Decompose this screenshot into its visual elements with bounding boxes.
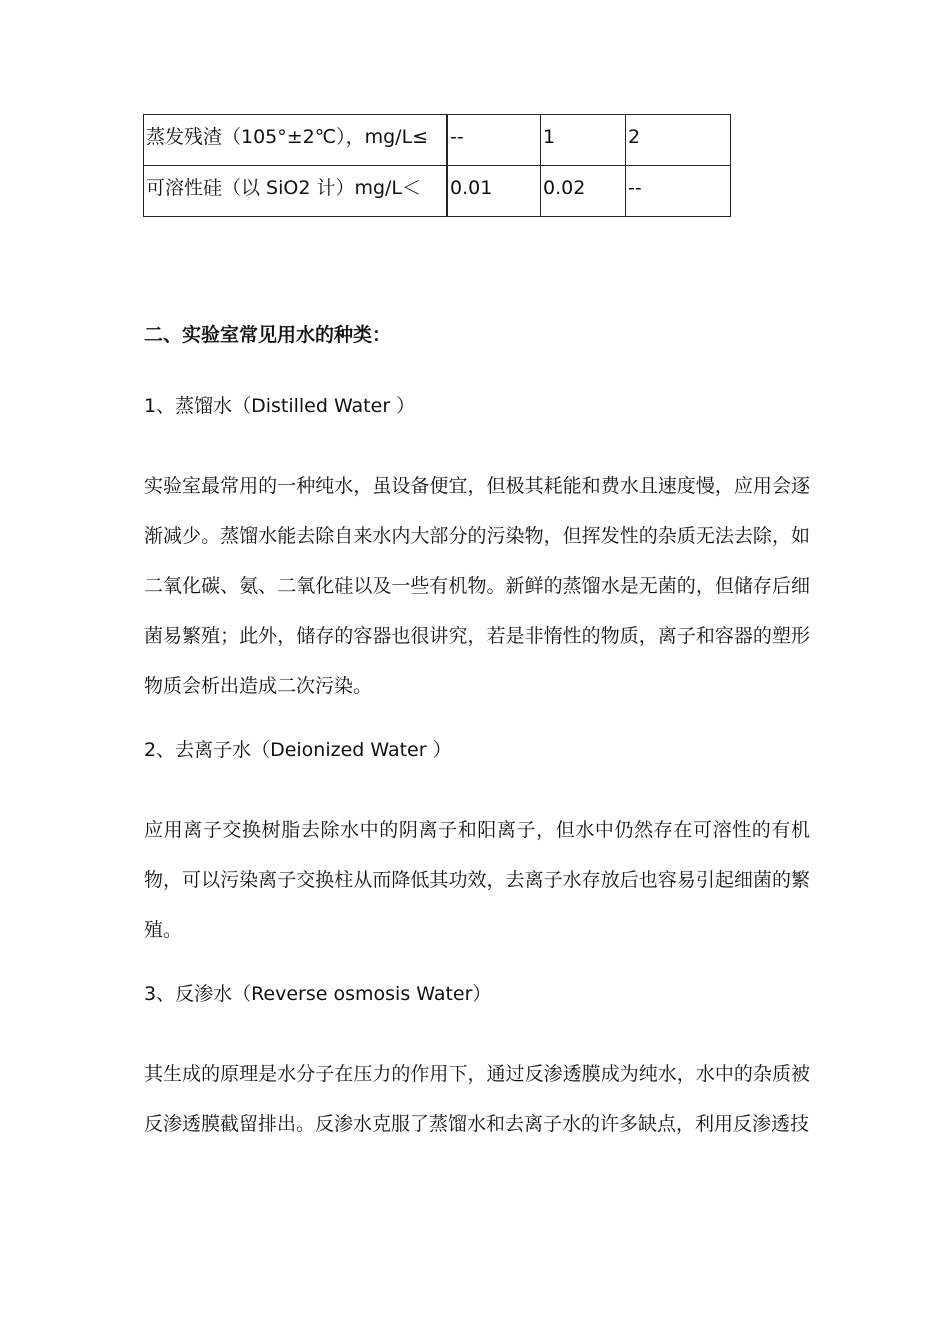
table-cell: 2 (626, 115, 731, 166)
table-cell: 0.01 (447, 166, 541, 217)
table-cell: -- (447, 115, 541, 166)
table-row (144, 166, 731, 217)
item-text-reverse-osmosis-water: 其生成的原理是水分子在压力的作用下，通过反渗透膜成为纯水，水中的杂质被反渗透膜截留排出。反渗水克服了蒸馏水和去离子水的许多缺点，利用反渗透技 (144, 1063, 810, 1135)
table-cell: -- (626, 166, 731, 217)
table-row (144, 115, 731, 166)
table-cell: 可溶性硅（以 SiO2 计）mg/L＜ (144, 166, 448, 217)
table-cell: 蒸发残渣（105°±2℃），mg/L≤ (144, 115, 448, 166)
item-title-deionized-water: 2、去离子水（Deionized Water ） (144, 739, 452, 761)
section-heading: 二、实验室常见用水的种类： (144, 324, 392, 346)
table-cell: 0.02 (541, 166, 626, 217)
item-text-deionized-water: 应用离子交换树脂去除水中的阴离子和阳离子，但水中仍然存在可溶性的有机物，可以污染离子交换柱从而降低其功效，去离子水存放后也容易引起细菌的繁殖。 (144, 819, 810, 941)
item-title-distilled-water: 1、蒸馏水（Distilled Water ） (144, 395, 416, 417)
item-title-reverse-osmosis-water: 3、反渗水（Reverse osmosis Water） (144, 983, 492, 1005)
table-cell: 1 (541, 115, 626, 166)
document-body (144, 318, 810, 1171)
spec-table (143, 114, 731, 217)
item-text-distilled-water: 实验室最常用的一种纯水，虽设备便宜，但极其耗能和费水且速度慢，应用会逐渐减少。蒸馏水能去除自来水内大部分的污染物，但挥发性的杂质无法去除，如二氧化碳、氨、二氧化硅以及一些有机物。新鲜的蒸馏水是无菌的，但储存后细菌易繁殖；此外，储存的容器也很讲究，若是非惰性的物质，离子和容器的塑形物质会析出造成二次污染。 (144, 475, 810, 697)
